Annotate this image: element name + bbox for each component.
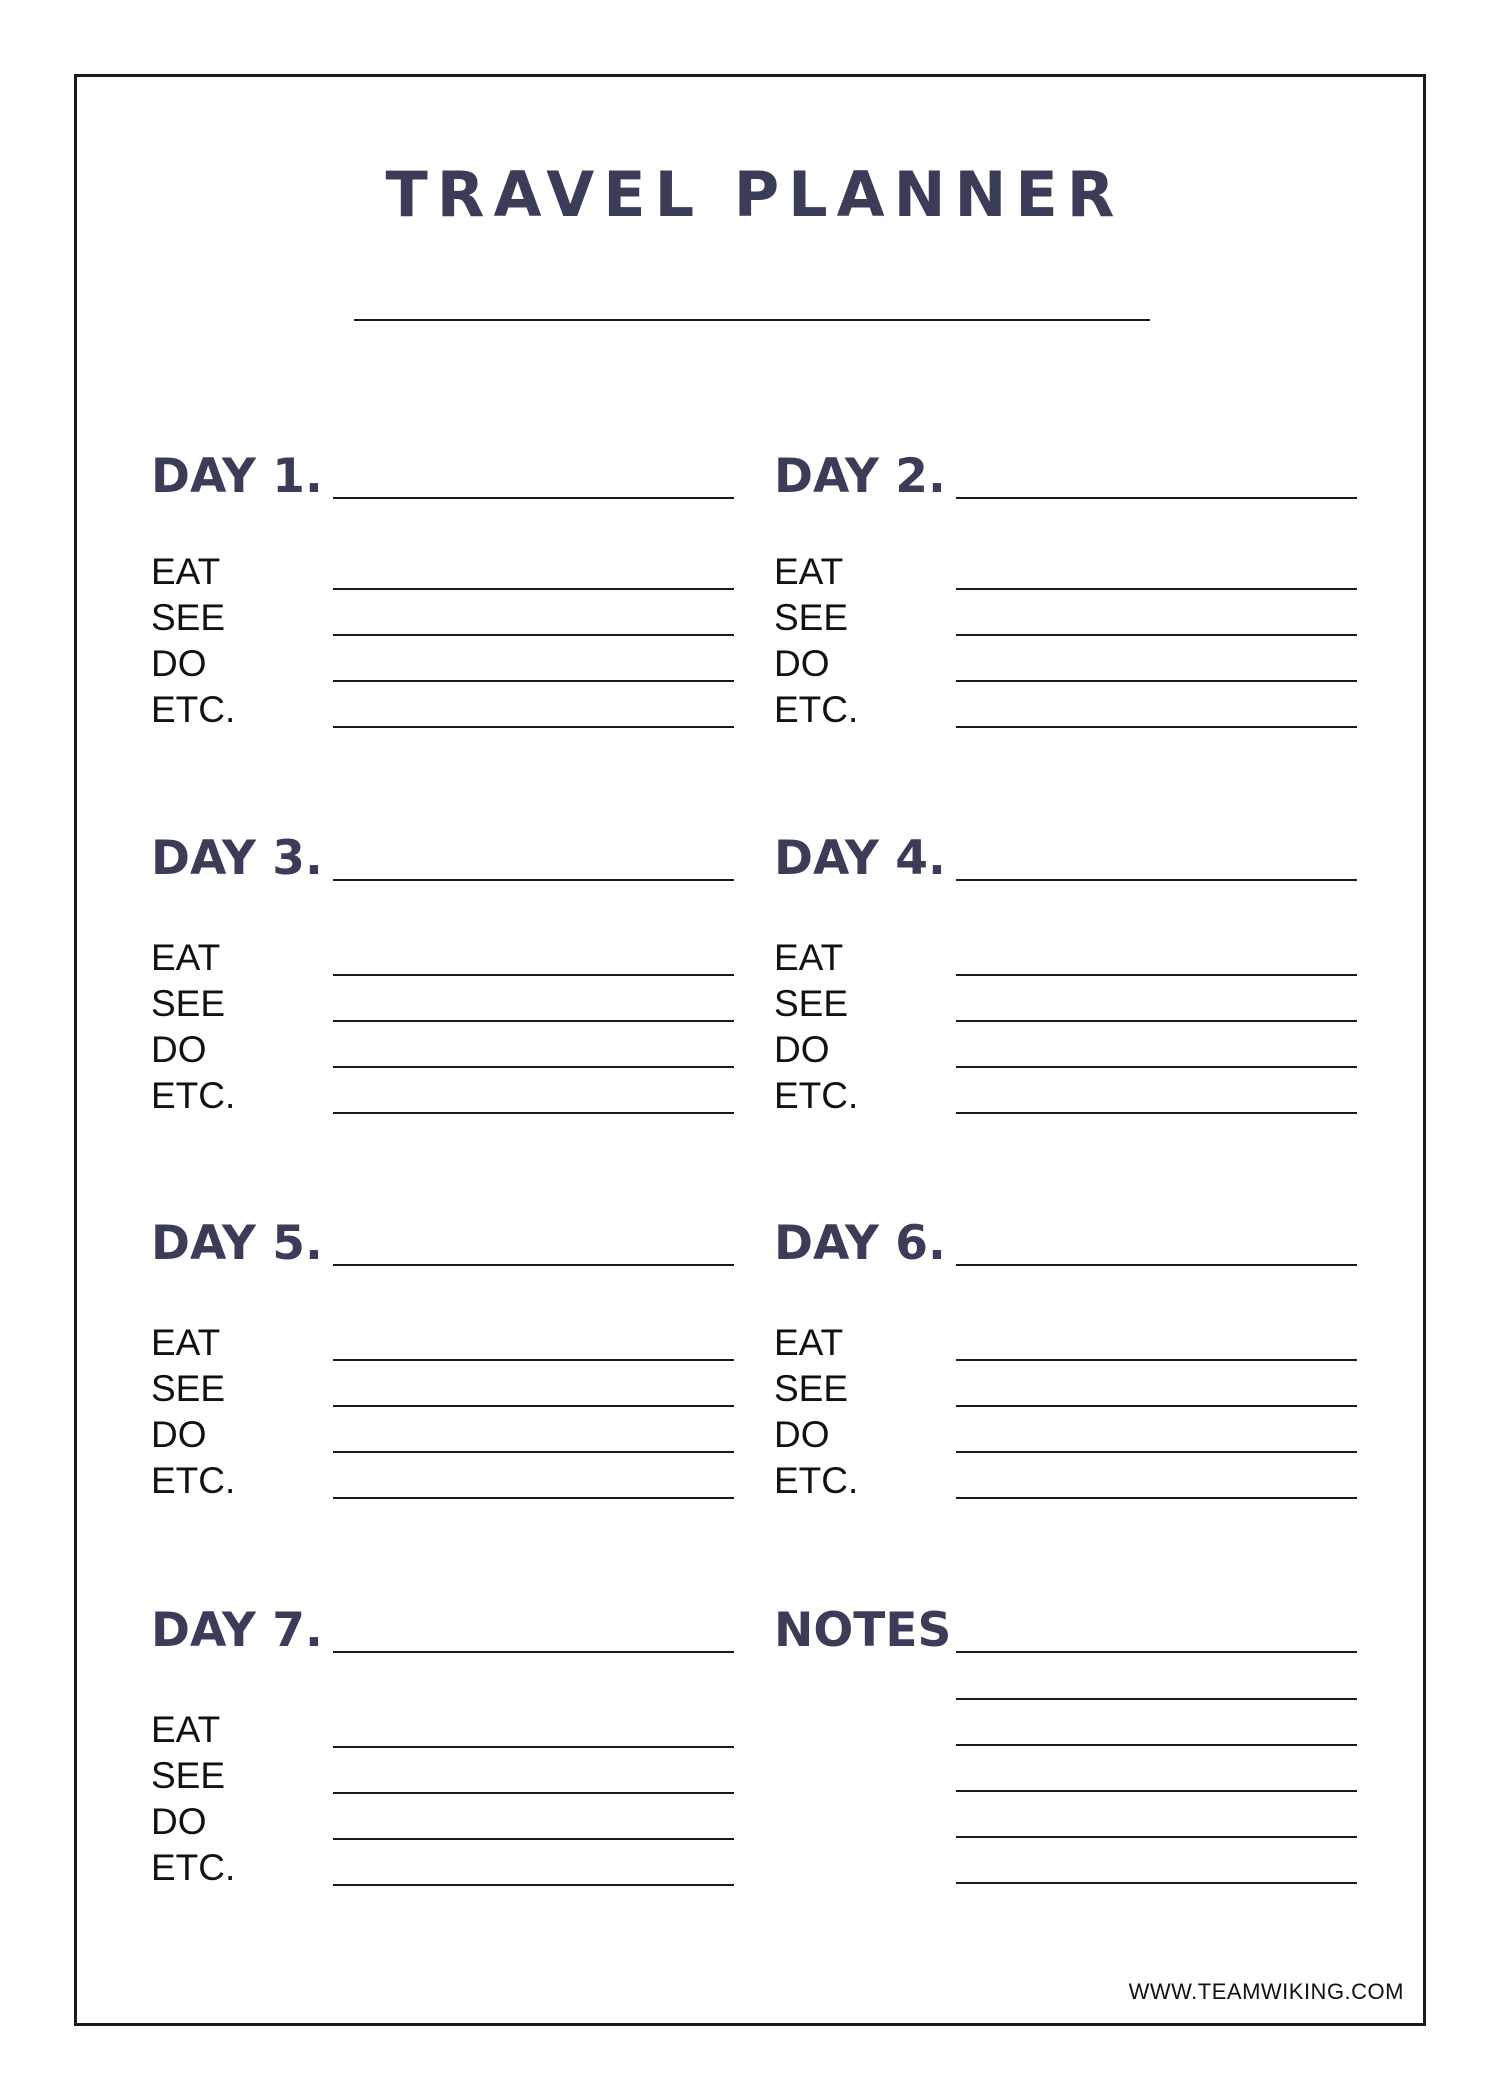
day-6-section: [774, 1217, 1379, 1507]
see-row: [774, 1369, 1379, 1409]
see-row: [151, 984, 756, 1024]
see-label: SEE: [774, 1368, 849, 1409]
do-line[interactable]: [333, 1451, 734, 1453]
eat-row: [774, 938, 1379, 978]
see-row: [151, 1369, 756, 1409]
day-1-heading: DAY 1.: [151, 449, 323, 504]
day-3-line[interactable]: [333, 879, 734, 881]
etc-line[interactable]: [956, 1497, 1357, 1499]
etc-label: ETC.: [151, 689, 236, 730]
see-row: [774, 984, 1379, 1024]
day-6-heading: DAY 6.: [774, 1216, 946, 1271]
etc-row: [774, 690, 1379, 730]
do-line[interactable]: [333, 1066, 734, 1068]
day-2-line[interactable]: [956, 497, 1357, 499]
eat-row: [774, 552, 1379, 592]
eat-label: EAT: [774, 1322, 844, 1363]
do-line[interactable]: [956, 1066, 1357, 1068]
eat-label: EAT: [151, 1322, 221, 1363]
etc-line[interactable]: [333, 1497, 734, 1499]
day-4-line[interactable]: [956, 879, 1357, 881]
eat-row: [774, 1323, 1379, 1363]
day-2-heading: DAY 2.: [774, 449, 946, 504]
do-row: [151, 644, 756, 684]
eat-label: EAT: [151, 1709, 221, 1750]
etc-row: [151, 1848, 756, 1888]
notes-heading: NOTES: [774, 1603, 952, 1658]
eat-line[interactable]: [333, 588, 734, 590]
etc-row: [774, 1076, 1379, 1116]
see-label: SEE: [151, 1368, 226, 1409]
etc-label: ETC.: [774, 1075, 859, 1116]
see-label: SEE: [151, 983, 226, 1024]
eat-line[interactable]: [956, 1359, 1357, 1361]
day-5-line[interactable]: [333, 1264, 734, 1266]
day-1-line[interactable]: [333, 497, 734, 499]
see-line[interactable]: [333, 634, 734, 636]
see-line[interactable]: [956, 1020, 1357, 1022]
eat-line[interactable]: [333, 974, 734, 976]
see-label: SEE: [151, 597, 226, 638]
see-row: [151, 1756, 756, 1796]
etc-label: ETC.: [151, 1075, 236, 1116]
do-row: [774, 1415, 1379, 1455]
see-label: SEE: [774, 597, 849, 638]
do-line[interactable]: [333, 1838, 734, 1840]
day-7-line[interactable]: [333, 1651, 734, 1653]
day-4-section: [774, 832, 1379, 1122]
do-line[interactable]: [333, 680, 734, 682]
day-5-heading: DAY 5.: [151, 1216, 323, 1271]
etc-row: [151, 690, 756, 730]
notes-line-4[interactable]: [956, 1790, 1357, 1792]
do-label: DO: [774, 1414, 830, 1455]
day-3-heading: DAY 3.: [151, 831, 323, 886]
etc-row: [151, 1461, 756, 1501]
see-label: SEE: [151, 1755, 226, 1796]
etc-row: [151, 1076, 756, 1116]
notes-line-3[interactable]: [956, 1744, 1357, 1746]
eat-line[interactable]: [333, 1359, 734, 1361]
do-label: DO: [151, 1801, 207, 1842]
eat-line[interactable]: [956, 974, 1357, 976]
notes-section: [774, 1604, 1379, 1894]
do-row: [151, 1802, 756, 1842]
see-line[interactable]: [956, 1405, 1357, 1407]
do-row: [151, 1415, 756, 1455]
see-line[interactable]: [956, 634, 1357, 636]
day-6-line[interactable]: [956, 1264, 1357, 1266]
notes-line-5[interactable]: [956, 1836, 1357, 1838]
etc-row: [774, 1461, 1379, 1501]
etc-label: ETC.: [774, 689, 859, 730]
do-label: DO: [774, 643, 830, 684]
day-1-section: [151, 450, 756, 740]
do-row: [774, 644, 1379, 684]
see-line[interactable]: [333, 1792, 734, 1794]
eat-row: [151, 1323, 756, 1363]
eat-row: [151, 938, 756, 978]
etc-line[interactable]: [333, 726, 734, 728]
eat-line[interactable]: [333, 1746, 734, 1748]
do-label: DO: [774, 1029, 830, 1070]
eat-row: [151, 552, 756, 592]
do-label: DO: [151, 1029, 207, 1070]
etc-line[interactable]: [956, 726, 1357, 728]
eat-label: EAT: [774, 551, 844, 592]
etc-label: ETC.: [774, 1460, 859, 1501]
day-2-section: [774, 450, 1379, 740]
day-7-heading: DAY 7.: [151, 1603, 323, 1658]
day-4-heading: DAY 4.: [774, 831, 946, 886]
eat-line[interactable]: [956, 588, 1357, 590]
page-title: TRAVEL PLANNER: [385, 158, 1124, 231]
etc-label: ETC.: [151, 1847, 236, 1888]
see-row: [774, 598, 1379, 638]
see-line[interactable]: [333, 1020, 734, 1022]
notes-line-2[interactable]: [956, 1698, 1357, 1700]
day-5-section: [151, 1217, 756, 1507]
see-row: [151, 598, 756, 638]
do-label: DO: [151, 1414, 207, 1455]
notes-line-1[interactable]: [956, 1651, 1357, 1653]
do-row: [774, 1030, 1379, 1070]
etc-line[interactable]: [956, 1112, 1357, 1114]
notes-line-6[interactable]: [956, 1882, 1357, 1884]
day-3-section: [151, 832, 756, 1122]
do-label: DO: [151, 643, 207, 684]
see-label: SEE: [774, 983, 849, 1024]
eat-label: EAT: [151, 937, 221, 978]
etc-line[interactable]: [333, 1884, 734, 1886]
eat-label: EAT: [774, 937, 844, 978]
eat-row: [151, 1710, 756, 1750]
do-line[interactable]: [956, 680, 1357, 682]
etc-line[interactable]: [333, 1112, 734, 1114]
etc-label: ETC.: [151, 1460, 236, 1501]
trip-name-line[interactable]: [354, 319, 1150, 321]
day-7-section: [151, 1604, 756, 1894]
do-row: [151, 1030, 756, 1070]
eat-label: EAT: [151, 551, 221, 592]
do-line[interactable]: [956, 1451, 1357, 1453]
footer-website: WWW.TEAMWIKING.COM: [1128, 1979, 1404, 2004]
see-line[interactable]: [333, 1405, 734, 1407]
